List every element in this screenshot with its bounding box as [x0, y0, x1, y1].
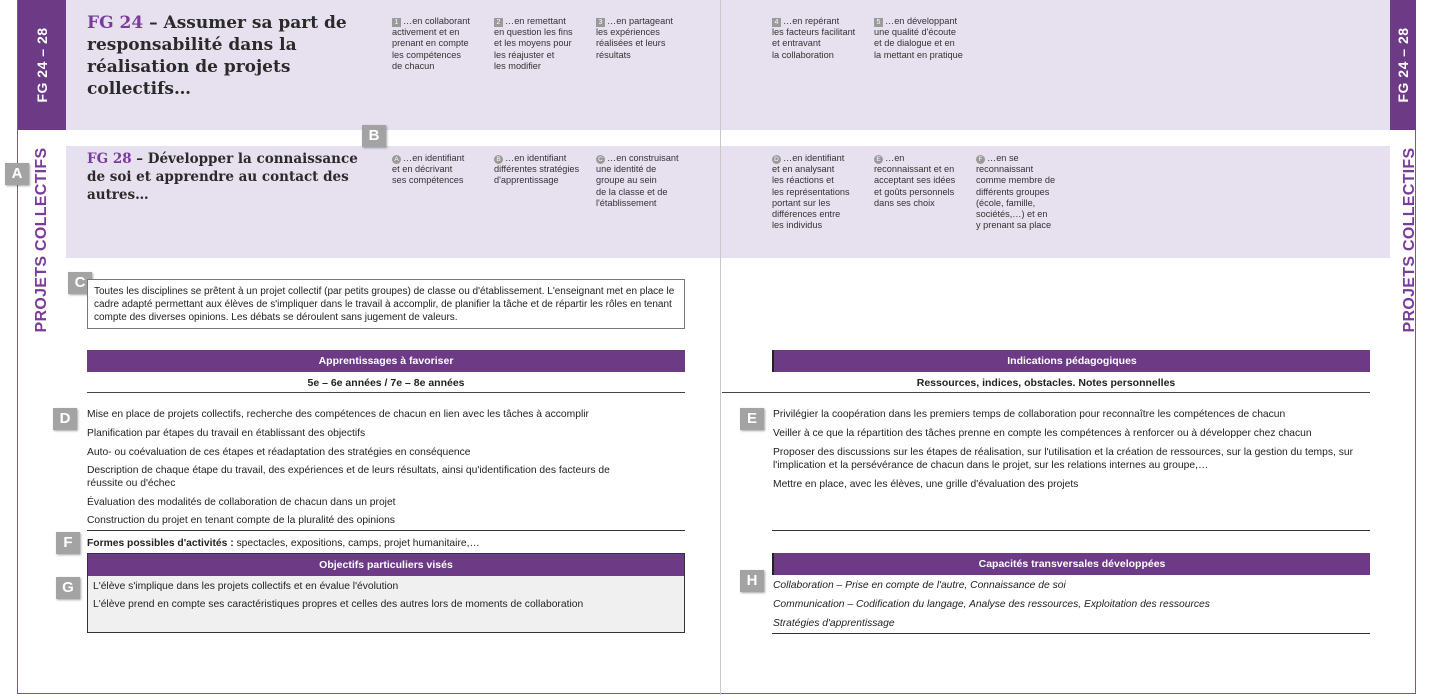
fg24-code: FG 24: [87, 13, 144, 33]
fg28-item-b: [494, 153, 579, 187]
side-tab-right: [1390, 0, 1416, 130]
fg28-item-a: [392, 153, 464, 187]
spread-divider: [720, 0, 721, 695]
indication-line: Proposer des discussions sur les étapes de réalisation, sur l'utilisation et la création de ressources, sur la gestion du temps, sur l'implication et la persévérance de chacun dans le projet, sur les relations internes au groupe,…: [773, 447, 1354, 471]
item-number: E: [874, 155, 883, 164]
letter-marker-h: H: [740, 570, 764, 592]
indication-line: Mettre en place, avec les élèves, une grille d'évaluation des projets: [773, 479, 1079, 490]
side-tab-left: [18, 0, 66, 130]
fg28-item-d: [772, 153, 850, 231]
item-text: …en reconnaissant et en acceptant ses idées et goûts personnels dans ses choix: [874, 153, 956, 208]
capacite-line: Collaboration – Prise en compte de l'autre, Connaissance de soi: [773, 580, 1066, 591]
item-number: 4: [772, 18, 781, 27]
item-text: …en repérant les facteurs facilitant et entravant la collaboration: [772, 16, 856, 60]
apprentissage-line: Évaluation des modalités de collaboration de chacun dans un projet: [87, 497, 396, 508]
fg24-item-3: [596, 16, 673, 61]
formes-text: spectacles, expositions, camps, projet humanitaire,…: [233, 538, 480, 549]
apprentissage-line: Construction du projet en tenant compte de la pluralité des opinions: [87, 515, 395, 526]
fg28-item-c: [596, 153, 679, 209]
indication-line: Veiller à ce que la répartition des tâches prenne en compte les compétences à renforcer ou à développer chez chacun: [773, 428, 1312, 439]
letter-marker-a: A: [5, 163, 29, 185]
fg28-item-e: [874, 153, 955, 209]
capacite-line: Communication – Codification du langage, Analyse des ressources, Exploitation des ressources: [773, 599, 1210, 610]
indications-subheader: Ressources, indices, obstacles. Notes personnelles: [722, 373, 1370, 393]
item-number: B: [494, 155, 503, 164]
item-number: D: [772, 155, 781, 164]
side-tab-label: FG 24 – 28: [34, 27, 50, 103]
objectifs-header: Objectifs particuliers visés: [88, 554, 684, 576]
item-text: …en identifiant différentes stratégies d'apprentissage: [494, 153, 580, 186]
apprentissage-line: Mise en place de projets collectifs, recherche des compétences de chacun en lien avec les tâches à accomplir: [87, 409, 589, 420]
item-number: A: [392, 155, 401, 164]
fg24-item-1: [392, 16, 470, 72]
fg24-item-5: [874, 16, 963, 61]
formes-label: Formes possibles d'activités :: [87, 538, 234, 549]
item-number: F: [976, 155, 985, 164]
objectif-line: L'élève prend en compte ses caractéristiques propres et celles des autres lors de moments de collaboration: [93, 599, 584, 610]
item-number: 1: [392, 18, 401, 27]
fg24-item-4: [772, 16, 855, 61]
intro-box: Toutes les disciplines se prêtent à un projet collectif (par petits groupes) de classe ou d'établissement. L'enseignant met en place le cadre adapté permettant aux élèves de s'impliquer dans le travail à accomplir, de planifier la tâche et de répartir les rôles en tenant compte des diverses opinions. Les débats se déroulent sans jugement de valeurs.: [87, 279, 685, 329]
item-text: …en se reconnaissant comme membre de différents groupes (école, famille, sociétés,…) et en y prenant sa place: [976, 153, 1056, 231]
letter-marker-b: B: [362, 125, 386, 147]
apprentissage-line: Auto- ou coévaluation de ces étapes et réadaptation des stratégies en conséquence: [87, 447, 471, 458]
item-number: 5: [874, 18, 883, 27]
item-text: …en remettant en question les fins et les moyens pour les réajuster et les modifier: [494, 16, 573, 71]
fg28-item-f: [976, 153, 1055, 231]
side-vertical-label: PROJETS COLLECTIFS: [1401, 147, 1418, 333]
item-text: …en développant une qualité d'écoute et de dialogue et en la mettant en pratique: [874, 16, 963, 60]
letter-marker-f: F: [56, 532, 80, 554]
fg28-title-text: – Développer la connaissance de soi et apprendre au contact des autres…: [87, 151, 358, 203]
letter-marker-c: C: [68, 272, 92, 294]
fg24-item-2: [494, 16, 573, 72]
letter-marker-d: D: [53, 408, 77, 430]
apprentissage-line: Description de chaque étape du travail, des expériences et de leurs résultats, ainsi qu'identification des facteurs de réussite ou d'échec: [87, 465, 610, 489]
item-number: C: [596, 155, 605, 164]
side-vertical-right: [1390, 145, 1430, 335]
item-number: 2: [494, 18, 503, 27]
fg28-title: [87, 150, 377, 204]
side-tab-label: FG 24 – 28: [1395, 27, 1411, 103]
divider: [87, 530, 685, 531]
fg28-code: FG 28: [87, 151, 132, 167]
fg24-title-text: – Assumer sa part de responsabilité dans la réalisation de projets collectifs…: [87, 13, 347, 99]
formes-activites: [87, 537, 687, 550]
side-vertical-label: PROJETS COLLECTIFS: [33, 147, 50, 333]
letter-marker-g: G: [56, 577, 80, 599]
apprentissage-line: Planification par étapes du travail en établissant des objectifs: [87, 428, 366, 439]
item-text: …en construisant une identité de groupe au sein de la classe et de l'établissement: [596, 153, 679, 208]
item-text: …en identifiant et en analysant les réactions et les représentations portant sur les différences entre les individus: [772, 153, 850, 231]
capacite-line: Stratégies d'apprentissage: [773, 618, 895, 629]
apprentissages-header: Apprentissages à favoriser: [87, 350, 685, 372]
indication-line: Privilégier la coopération dans les premiers temps de collaboration pour reconnaître les compétences de chacun: [773, 409, 1286, 420]
divider: [772, 633, 1370, 634]
capacites-header: Capacités transversales développées: [772, 553, 1370, 575]
letter-marker-e: E: [740, 408, 764, 430]
divider: [772, 530, 1370, 531]
item-text: …en collaborant activement et en prenant en compte les compétences de chacun: [392, 16, 470, 71]
objectif-line: L'élève s'implique dans les projets collectifs et en évalue l'évolution: [93, 581, 399, 592]
apprentissages-subheader: 5e – 6e années / 7e – 8e années: [87, 373, 685, 393]
item-number: 3: [596, 18, 605, 27]
item-text: …en partageant les expériences réalisées et leurs résultats: [596, 16, 673, 60]
fg24-title: [87, 12, 367, 100]
item-text: …en identifiant et en décrivant ses compétences: [392, 153, 465, 186]
objectifs-box: [87, 553, 685, 633]
indications-header: Indications pédagogiques: [772, 350, 1370, 372]
